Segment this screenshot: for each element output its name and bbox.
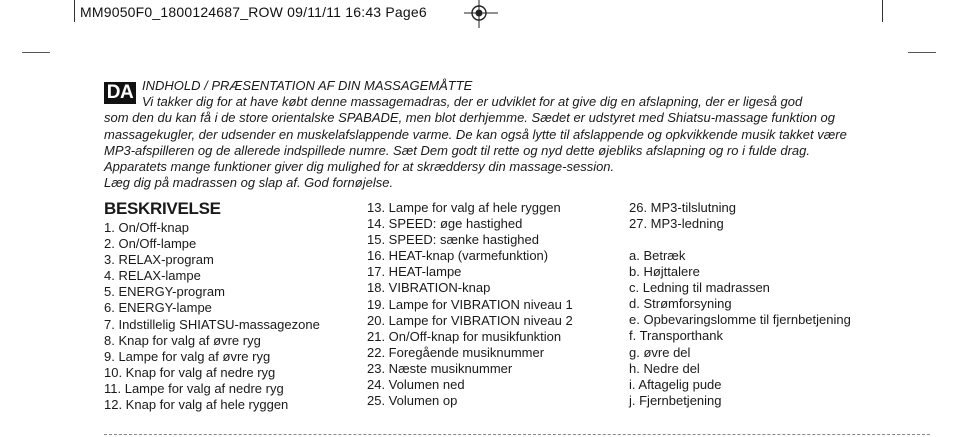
list-item: d. Strømforsyning — [629, 296, 732, 312]
list-item: 21. On/Off-knap for musikfunktion — [367, 328, 562, 344]
list-item: 20. Lampe for VIBRATION niveau 2 — [367, 312, 573, 328]
list-item: c. Ledning til madrassen — [629, 280, 770, 296]
list-item: 22. Foregående musiknummer — [367, 344, 545, 360]
list-item: 26. MP3-tilslutning — [629, 200, 736, 215]
intro-body: som den du kan få i de store orientalske SPABADE, men blot derhjemme. Sædet er udstyret med Shiatsu-massage funktion og massagekugler, der udsender en muskelafslappende varme. De kan også lytte til afslappende og opkvikkende musik takket være MP3-afspilleren og de allerede indspillede numre. Sæt Dem godt til rette og nyd dette øjebliks afslapning og ro i fulde drag. Apparatets mange funktioner giver dig mulighed for at skræddersy din massage-session. — [104, 110, 847, 175]
print-header: MM9050F0_1800124687_ROW 09/11/11 16:43 Page6 — [80, 4, 427, 20]
list-item: b. Højttalere — [629, 264, 700, 280]
list-item: f. Transporthank — [629, 328, 723, 344]
language-badge: DA — [104, 82, 136, 104]
intro-paragraph — [104, 78, 864, 191]
crop-mark-right — [882, 0, 883, 22]
parts-list-column-3-letters — [629, 248, 851, 409]
trim-line-right — [908, 52, 936, 53]
list-item: 11. Lampe for valg af nedre ryg — [104, 380, 284, 396]
intro-first-line: Vi takker dig for at have købt denne massagemadras, der er udviklet for at give dig en afslapning, der er ligeså god — [142, 94, 803, 110]
list-item: 7. Indstillelig SHIATSU-massagezone — [104, 316, 320, 332]
list-item: 3. RELAX-program — [104, 252, 214, 268]
list-item: 24. Volumen ned — [367, 377, 465, 393]
list-item: e. Opbevaringslomme til fjernbetjening — [629, 312, 851, 328]
intro-last-line: Læg dig på madrassen og slap af. God fornøjelse. — [104, 175, 394, 191]
list-item: 8. Knap for valg af øvre ryg — [104, 332, 261, 348]
list-item: j. Fjernbetjening — [629, 392, 722, 408]
parts-list-column-2 — [367, 200, 573, 409]
page-divider — [104, 434, 930, 435]
intro-title: INDHOLD / PRÆSENTATION AF DIN MASSAGEMÅTTE — [142, 78, 473, 93]
list-item: 1. On/Off-knap — [104, 220, 190, 235]
list-item: 14. SPEED: øge hastighed — [367, 216, 523, 232]
list-item: 15. SPEED: sænke hastighed — [367, 232, 539, 248]
list-item: 25. Volumen op — [367, 393, 458, 409]
list-item: 13. Lampe for valg af hele ryggen — [367, 200, 561, 215]
list-item: a. Betræk — [629, 248, 686, 263]
parts-list-column-1 — [104, 220, 320, 413]
section-title: BESKRIVELSE — [104, 199, 221, 218]
trim-line-left — [22, 52, 50, 53]
list-item: 9. Lampe for valg af øvre ryg — [104, 348, 271, 364]
list-item: i. Aftagelig pude — [629, 376, 722, 392]
list-item: g. øvre del — [629, 344, 691, 360]
list-item: h. Nedre del — [629, 360, 700, 376]
parts-list-column-3-numbers — [629, 200, 736, 232]
list-item: 19. Lampe for VIBRATION niveau 1 — [367, 296, 573, 312]
list-item: 5. ENERGY-program — [104, 284, 225, 300]
list-item: 17. HEAT-lampe — [367, 264, 462, 280]
list-item: 10. Knap for valg af nedre ryg — [104, 364, 276, 380]
list-item: 18. VIBRATION-knap — [367, 280, 491, 296]
list-item: 16. HEAT-knap (varmefunktion) — [367, 248, 549, 264]
registration-mark-icon — [464, 0, 498, 28]
list-item: 23. Næste musiknummer — [367, 360, 513, 376]
list-item: 12. Knap for valg af hele ryggen — [104, 397, 289, 413]
list-item: 2. On/Off-lampe — [104, 236, 197, 252]
list-item: 27. MP3-ledning — [629, 216, 724, 232]
list-item: 6. ENERGY-lampe — [104, 300, 212, 316]
list-item: 4. RELAX-lampe — [104, 268, 201, 284]
crop-mark-left — [74, 0, 75, 22]
